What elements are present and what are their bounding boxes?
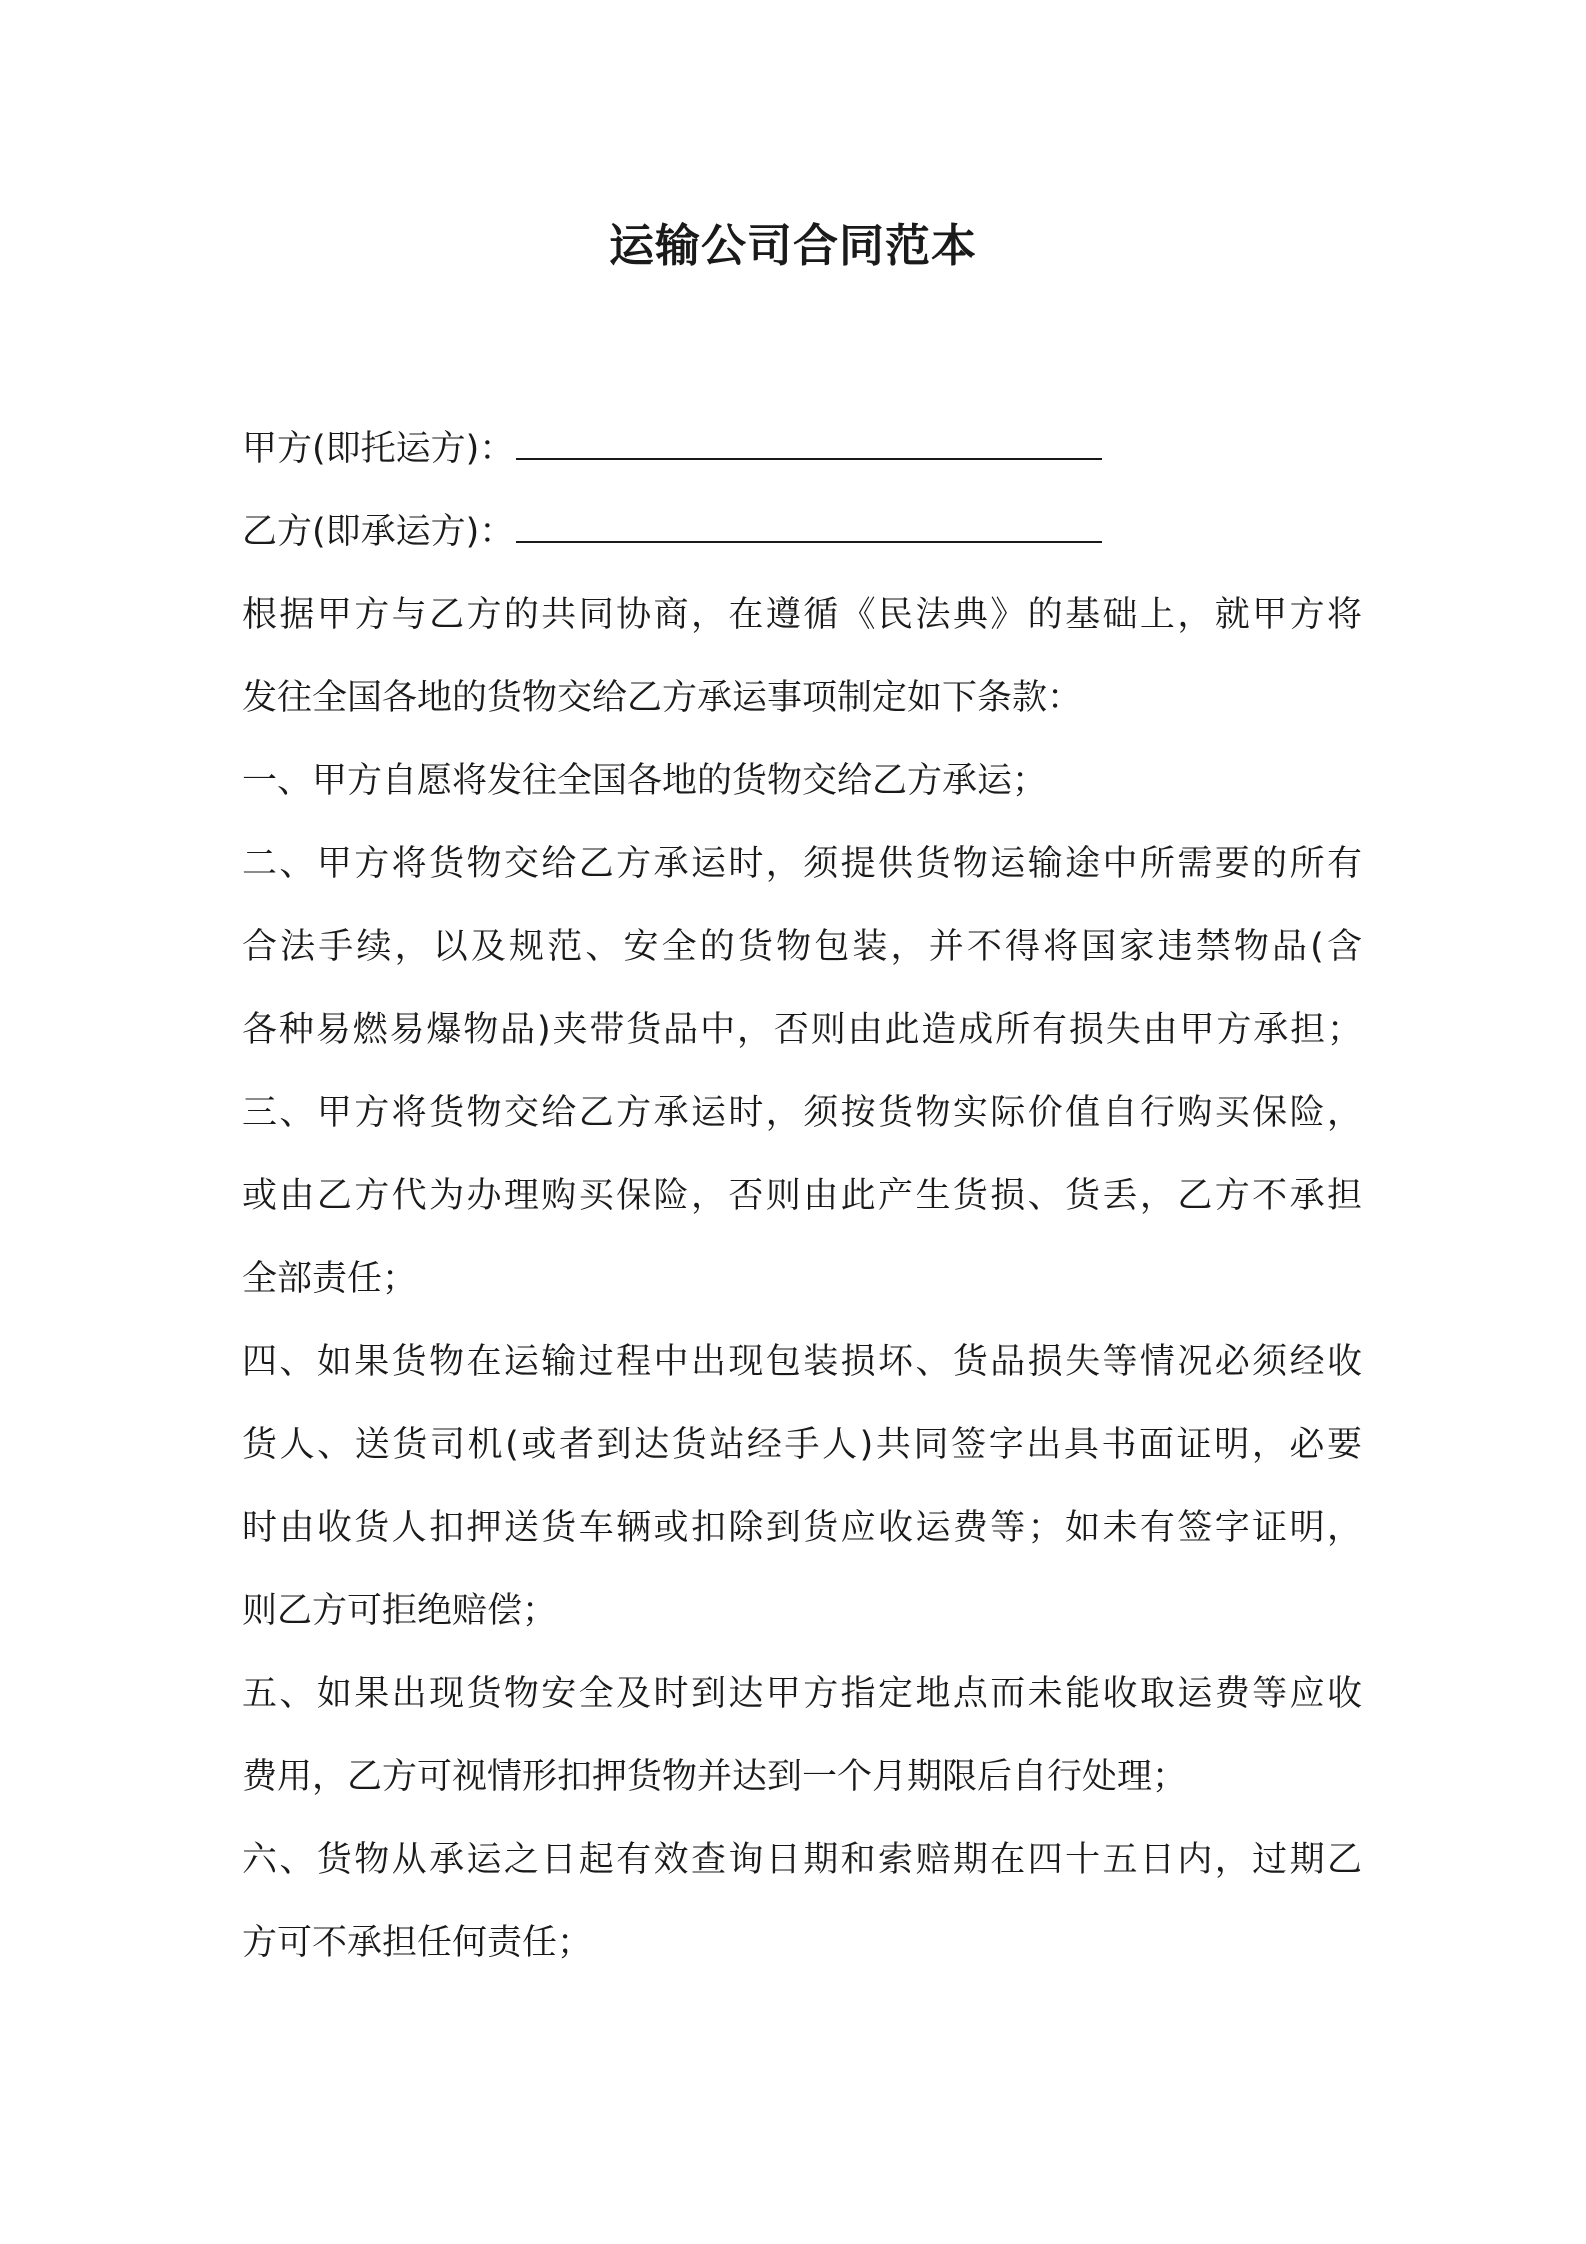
clause-5-line: 费用，乙方可视情形扣押货物并达到一个月期限后自行处理； xyxy=(242,1757,1188,1797)
clause-5-line: 五、如果出现货物安全及时到达甲方指定地点而未能收取运费等应收 xyxy=(242,1674,1362,1714)
body-line: 发往全国各地的货物交给乙方承运事项制定如下条款： xyxy=(242,678,1083,718)
party-a-label: 甲方(即托运方)： xyxy=(242,429,515,469)
clause-3-line: 全部责任； xyxy=(242,1259,418,1299)
clause-6-line: 方可不承担任何责任； xyxy=(242,1923,593,1963)
clause-3-line: 三、甲方将货物交给乙方承运时，须按货物实际价值自行购买保险， xyxy=(242,1093,1362,1133)
clause-6-line: 六、货物从承运之日起有效查询日期和索赔期在四十五日内，过期乙 xyxy=(242,1840,1362,1880)
clause-3-line: 或由乙方代为办理购买保险，否则由此产生货损、货丢，乙方不承担 xyxy=(242,1176,1362,1216)
clause-4-line: 则乙方可拒绝赔偿； xyxy=(242,1591,558,1631)
document-body xyxy=(242,408,1362,1985)
clause-4-line: 货人、送货司机(或者到达货站经手人)共同签字出具书面证明，必要 xyxy=(242,1425,1362,1465)
party-b-blank-field[interactable] xyxy=(516,511,1102,543)
document-title: 运输公司合同范本 xyxy=(608,219,977,272)
party-a-line xyxy=(242,408,1362,491)
clause-4-line: 时由收货人扣押送货车辆或扣除到货应收运费等；如未有签字证明， xyxy=(242,1508,1362,1548)
party-b-line xyxy=(242,491,1362,574)
clause-2-line: 二、甲方将货物交给乙方承运时，须提供货物运输途中所需要的所有 xyxy=(242,844,1362,884)
clause-2-line: 合法手续，以及规范、安全的货物包装，并不得将国家违禁物品(含 xyxy=(242,927,1362,967)
body-line: 根据甲方与乙方的共同协商，在遵循《民法典》的基础上，就甲方将 xyxy=(242,595,1362,635)
clause-1-line: 一、甲方自愿将发往全国各地的货物交给乙方承运； xyxy=(242,761,1048,801)
clause-2-line: 各种易燃易爆物品)夹带货品中，否则由此造成所有损失由甲方承担； xyxy=(242,1010,1362,1050)
clause-4-line: 四、如果货物在运输过程中出现包装损坏、货品损失等情况必须经收 xyxy=(242,1342,1362,1382)
party-b-label: 乙方(即承运方)： xyxy=(242,512,515,552)
party-a-blank-field[interactable] xyxy=(516,428,1102,460)
